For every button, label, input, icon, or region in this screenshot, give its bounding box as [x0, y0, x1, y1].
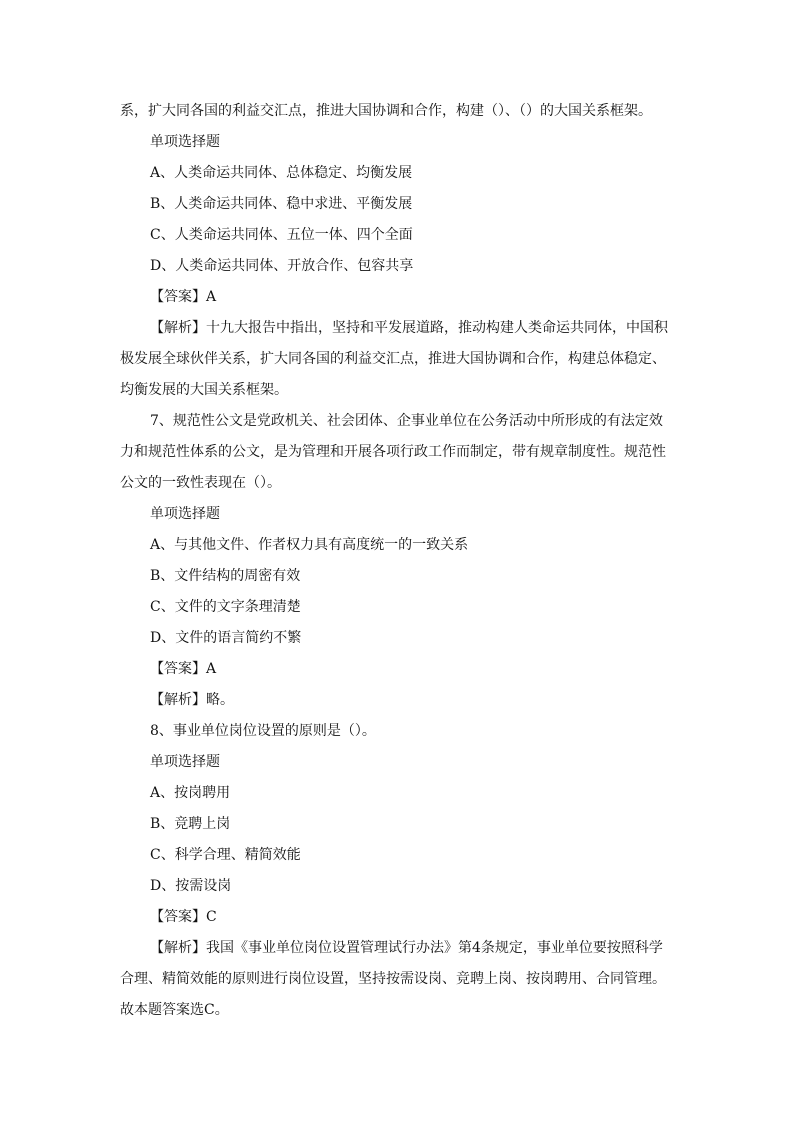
- explanation-line: 合理、精简效能的原则进行岗位设置，坚持按需设岗、竞聘上岗、按岗聘用、合同管理。: [120, 971, 666, 987]
- option-b: B、人类命运共同体、稳中求进、平衡发展: [150, 196, 413, 212]
- explanation-line: 极发展全球伙伴关系，扩大同各国的利益交汇点，推进大国协调和合作，构建总体稳定、: [120, 351, 666, 367]
- option-b: B、文件结构的周密有效: [150, 568, 301, 584]
- option-d: D、按需设岗: [150, 878, 232, 894]
- question-7-text: 力和规范性体系的公文，是为管理和开展各项行政工作而制定，带有规章制度性。规范性: [120, 444, 666, 460]
- option-d: D、人类命运共同体、开放合作、包容共享: [150, 258, 414, 274]
- answer-line: 【答案】A: [150, 661, 217, 677]
- option-c: C、人类命运共同体、五位一体、四个全面: [150, 227, 413, 243]
- explanation-line: 均衡发展的大国关系框架。: [120, 382, 288, 398]
- question-type-label: 单项选择题: [150, 134, 220, 150]
- explanation-line: 【解析】十九大报告中指出，坚持和平发展道路，推动构建人类命运共同体，中国积: [150, 320, 668, 336]
- question-7-text: 公文的一致性表现在（）。: [120, 475, 281, 491]
- option-c: C、文件的文字条理清楚: [150, 599, 301, 615]
- explanation-line: 【解析】略。: [150, 692, 234, 708]
- option-b: B、竞聘上岗: [150, 816, 231, 832]
- option-d: D、文件的语言简约不繁: [150, 630, 302, 646]
- answer-line: 【答案】A: [150, 289, 217, 305]
- explanation-line: 故本题答案选C。: [120, 1002, 229, 1018]
- document-body: [120, 96, 680, 1026]
- question-7-text: 7、规范性公文是党政机关、社会团体、企事业单位在公务活动中所形成的有法定效: [150, 413, 663, 429]
- explanation-line: 【解析】我国《事业单位岗位设置管理试行办法》第4条规定，事业单位要按照科学: [150, 940, 663, 956]
- question-8-text: 8、事业单位岗位设置的原则是（）。: [150, 723, 376, 739]
- answer-line: 【答案】C: [150, 909, 217, 925]
- question-type-label: 单项选择题: [150, 754, 220, 770]
- option-a: A、人类命运共同体、总体稳定、均衡发展: [150, 165, 413, 181]
- option-c: C、科学合理、精简效能: [150, 847, 301, 863]
- question-type-label: 单项选择题: [150, 506, 220, 522]
- option-a: A、与其他文件、作者权力具有高度统一的一致关系: [150, 537, 469, 553]
- option-a: A、按岗聘用: [150, 785, 231, 801]
- paragraph-continuation: 系，扩大同各国的利益交汇点，推进大国协调和合作，构建（）、（）的大国关系框架。: [120, 103, 652, 119]
